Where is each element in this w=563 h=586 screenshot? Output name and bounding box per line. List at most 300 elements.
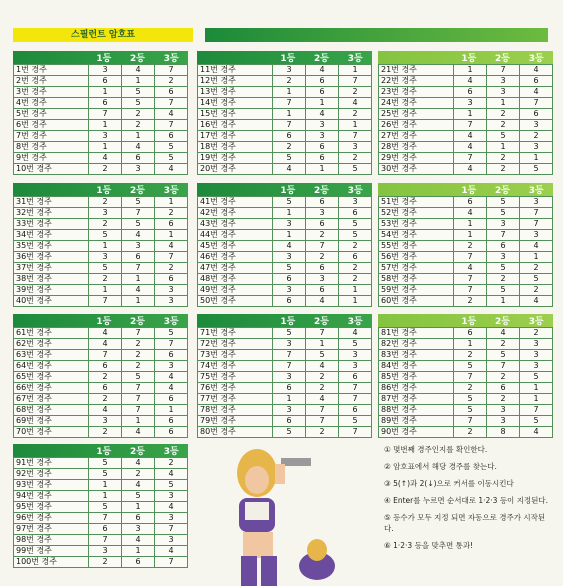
table-row [14, 142, 188, 153]
place-value: 2 [155, 263, 188, 274]
table-row [198, 87, 372, 98]
place-value: 7 [89, 535, 122, 546]
place-value: 1 [89, 480, 122, 491]
table-header [13, 51, 188, 64]
table-row [198, 339, 372, 350]
place-value: 2 [339, 241, 372, 252]
place-value: 3 [155, 285, 188, 296]
race-label: 54번 경주 [379, 230, 454, 241]
place-value: 2 [155, 76, 188, 87]
place-value: 7 [306, 416, 339, 427]
place-value: 1 [454, 339, 487, 350]
table-row [14, 546, 188, 557]
place-value: 1 [89, 120, 122, 131]
place-value: 4 [339, 98, 372, 109]
place-value: 3 [306, 274, 339, 285]
table-row [14, 339, 188, 350]
race-label: 17번 경주 [198, 131, 273, 142]
place-value: 4 [306, 296, 339, 307]
race-label: 64번 경주 [14, 361, 89, 372]
column-header: 1등 [280, 317, 296, 327]
race-label: 55번 경주 [379, 241, 454, 252]
place-value: 3 [339, 142, 372, 153]
place-value: 3 [273, 405, 306, 416]
place-value: 6 [306, 285, 339, 296]
table-row [198, 131, 372, 142]
column-header: 3등 [163, 54, 179, 64]
race-label: 91번 경주 [14, 458, 89, 469]
table-row [198, 120, 372, 131]
race-label: 52번 경주 [379, 208, 454, 219]
place-value: 2 [487, 339, 520, 350]
place-value: 6 [454, 197, 487, 208]
race-label: 50번 경주 [198, 296, 273, 307]
place-value: 7 [454, 274, 487, 285]
code-table [197, 327, 372, 438]
race-label: 89번 경주 [379, 416, 454, 427]
table-row [198, 208, 372, 219]
table-row [379, 65, 553, 76]
column-header: 3등 [528, 186, 544, 196]
table-header [13, 314, 188, 327]
place-value: 5 [487, 263, 520, 274]
place-value: 7 [454, 285, 487, 296]
place-value: 3 [89, 546, 122, 557]
race-label: 58번 경주 [379, 274, 454, 285]
place-value: 5 [339, 339, 372, 350]
race-label: 25번 경주 [379, 109, 454, 120]
place-value: 1 [306, 98, 339, 109]
code-table [13, 457, 188, 568]
place-value: 2 [520, 328, 553, 339]
place-value: 3 [306, 120, 339, 131]
table-row [198, 372, 372, 383]
table-row [379, 252, 553, 263]
race-label: 5번 경주 [14, 109, 89, 120]
table-row [379, 394, 553, 405]
race-label: 2번 경주 [14, 76, 89, 87]
place-value: 5 [273, 197, 306, 208]
place-value: 7 [487, 361, 520, 372]
place-value: 7 [454, 120, 487, 131]
place-value: 2 [273, 76, 306, 87]
place-value: 4 [89, 153, 122, 164]
code-table-2 [197, 51, 372, 175]
place-value: 3 [487, 87, 520, 98]
place-value: 5 [122, 197, 155, 208]
table-row [198, 263, 372, 274]
race-label: 21번 경주 [379, 65, 454, 76]
race-label: 90번 경주 [379, 427, 454, 438]
table-row [379, 219, 553, 230]
place-value: 2 [454, 350, 487, 361]
code-table-3 [378, 51, 553, 175]
place-value: 6 [122, 513, 155, 524]
race-label: 38번 경주 [14, 274, 89, 285]
place-value: 7 [339, 131, 372, 142]
place-value: 3 [155, 296, 188, 307]
race-label: 95번 경주 [14, 502, 89, 513]
race-label: 88번 경주 [379, 405, 454, 416]
table-row [379, 98, 553, 109]
place-value: 1 [273, 230, 306, 241]
race-label: 32번 경주 [14, 208, 89, 219]
place-value: 1 [122, 546, 155, 557]
table-row [198, 328, 372, 339]
place-value: 1 [306, 164, 339, 175]
place-value: 7 [520, 405, 553, 416]
place-value: 1 [454, 65, 487, 76]
place-value: 1 [273, 394, 306, 405]
race-label: 43번 경주 [198, 219, 273, 230]
place-value: 4 [89, 405, 122, 416]
race-label: 45번 경주 [198, 241, 273, 252]
place-value: 7 [339, 427, 372, 438]
place-value: 1 [122, 416, 155, 427]
place-value: 1 [487, 296, 520, 307]
place-value: 3 [487, 416, 520, 427]
table-row [14, 296, 188, 307]
table-row [14, 76, 188, 87]
race-label: 8번 경주 [14, 142, 89, 153]
place-value: 7 [155, 65, 188, 76]
code-table [13, 64, 188, 175]
place-value: 4 [454, 208, 487, 219]
code-table-4 [13, 183, 188, 307]
race-label: 51번 경주 [379, 197, 454, 208]
place-value: 3 [122, 524, 155, 535]
place-value: 3 [122, 241, 155, 252]
place-value: 3 [89, 416, 122, 427]
place-value: 7 [122, 394, 155, 405]
place-value: 7 [155, 524, 188, 535]
place-value: 2 [487, 274, 520, 285]
table-header [378, 314, 553, 327]
table-row [379, 350, 553, 361]
race-label: 66번 경주 [14, 383, 89, 394]
race-label: 67번 경주 [14, 394, 89, 405]
place-value: 2 [520, 263, 553, 274]
place-value: 1 [454, 109, 487, 120]
place-value: 1 [487, 142, 520, 153]
place-value: 7 [122, 328, 155, 339]
place-value: 7 [339, 383, 372, 394]
instruction-step: ⑤ 등수가 모두 지정 되면 자동으로 경주가 시작된다. [384, 513, 546, 533]
race-label: 84번 경주 [379, 361, 454, 372]
code-table-7 [13, 314, 188, 438]
place-value: 3 [89, 252, 122, 263]
code-table-9 [378, 314, 553, 438]
table-row [14, 120, 188, 131]
place-value: 2 [122, 120, 155, 131]
race-label: 9번 경주 [14, 153, 89, 164]
table-header [378, 51, 553, 64]
place-value: 6 [273, 131, 306, 142]
place-value: 5 [520, 274, 553, 285]
race-label: 44번 경주 [198, 230, 273, 241]
table-row [379, 427, 553, 438]
place-value: 6 [155, 87, 188, 98]
place-value: 2 [306, 230, 339, 241]
column-header: 2등 [495, 54, 510, 64]
column-header: 1등 [280, 54, 296, 64]
place-value: 7 [89, 109, 122, 120]
place-value: 4 [273, 241, 306, 252]
place-value: 6 [520, 76, 553, 87]
table-row [198, 197, 372, 208]
table-row [14, 394, 188, 405]
instruction-step: ④ Enter를 누르면 순서대로 1·2·3 등이 지정된다. [384, 496, 549, 505]
page-title: 스필런트 암호표 [13, 28, 193, 42]
table-row [198, 98, 372, 109]
race-label: 81번 경주 [379, 328, 454, 339]
place-value: 4 [89, 339, 122, 350]
place-value: 5 [273, 263, 306, 274]
race-label: 100번 경주 [14, 557, 89, 568]
place-value: 1 [155, 405, 188, 416]
race-label: 56번 경주 [379, 252, 454, 263]
place-value: 5 [273, 153, 306, 164]
race-label: 93번 경주 [14, 480, 89, 491]
place-value: 6 [273, 416, 306, 427]
race-label: 10번 경주 [14, 164, 89, 175]
place-value: 4 [520, 87, 553, 98]
place-value: 4 [520, 296, 553, 307]
place-value: 2 [122, 361, 155, 372]
place-value: 3 [273, 252, 306, 263]
place-value: 7 [155, 339, 188, 350]
place-value: 4 [122, 427, 155, 438]
place-value: 7 [339, 394, 372, 405]
race-label: 20번 경주 [198, 164, 273, 175]
place-value: 8 [487, 427, 520, 438]
code-table [378, 327, 553, 438]
place-value: 3 [273, 219, 306, 230]
place-value: 5 [454, 405, 487, 416]
place-value: 5 [155, 142, 188, 153]
table-row [14, 524, 188, 535]
code-table [197, 196, 372, 307]
race-label: 24번 경주 [379, 98, 454, 109]
code-table-5 [197, 183, 372, 307]
place-value: 3 [339, 197, 372, 208]
place-value: 1 [89, 87, 122, 98]
table-row [198, 416, 372, 427]
place-value: 7 [122, 208, 155, 219]
table-row [14, 557, 188, 568]
table-row [14, 131, 188, 142]
place-value: 2 [454, 241, 487, 252]
table-row [14, 274, 188, 285]
race-label: 36번 경주 [14, 252, 89, 263]
place-value: 5 [122, 219, 155, 230]
table-row [198, 350, 372, 361]
table-row [14, 405, 188, 416]
place-value: 3 [487, 76, 520, 87]
place-value: 3 [520, 142, 553, 153]
table-row [14, 208, 188, 219]
place-value: 3 [122, 164, 155, 175]
table-row [379, 208, 553, 219]
place-value: 6 [89, 76, 122, 87]
table-row [198, 405, 372, 416]
place-value: 5 [454, 361, 487, 372]
place-value: 5 [339, 230, 372, 241]
race-label: 41번 경주 [198, 197, 273, 208]
place-value: 2 [89, 557, 122, 568]
race-label: 19번 경주 [198, 153, 273, 164]
table-row [379, 109, 553, 120]
place-value: 4 [306, 394, 339, 405]
race-label: 33번 경주 [14, 219, 89, 230]
place-value: 7 [273, 361, 306, 372]
table-row [198, 109, 372, 120]
column-header: 1등 [461, 186, 477, 196]
place-value: 6 [454, 87, 487, 98]
race-label: 7번 경주 [14, 131, 89, 142]
place-value: 2 [487, 109, 520, 120]
table-row [14, 372, 188, 383]
place-value: 6 [122, 252, 155, 263]
race-label: 40번 경주 [14, 296, 89, 307]
column-header: 2등 [314, 186, 329, 196]
place-value: 6 [520, 109, 553, 120]
column-header: 1등 [96, 317, 112, 327]
place-value: 3 [339, 350, 372, 361]
place-value: 6 [155, 394, 188, 405]
table-row [379, 241, 553, 252]
place-value: 7 [122, 383, 155, 394]
race-label: 47번 경주 [198, 263, 273, 274]
place-value: 7 [155, 120, 188, 131]
table-row [14, 98, 188, 109]
place-value: 5 [487, 131, 520, 142]
race-label: 71번 경주 [198, 328, 273, 339]
place-value: 6 [155, 416, 188, 427]
race-label: 31번 경주 [14, 197, 89, 208]
table-row [379, 120, 553, 131]
place-value: 3 [487, 219, 520, 230]
place-value: 4 [122, 480, 155, 491]
code-table-6 [378, 183, 553, 307]
place-value: 6 [155, 131, 188, 142]
code-table-1 [13, 51, 188, 175]
place-value: 1 [122, 76, 155, 87]
place-value: 3 [487, 252, 520, 263]
table-row [14, 197, 188, 208]
place-value: 6 [339, 208, 372, 219]
race-label: 80번 경주 [198, 427, 273, 438]
place-value: 5 [122, 372, 155, 383]
table-row [379, 131, 553, 142]
race-label: 13번 경주 [198, 87, 273, 98]
place-value: 2 [454, 383, 487, 394]
place-value: 6 [122, 153, 155, 164]
column-header: 1등 [461, 54, 477, 64]
place-value: 4 [122, 285, 155, 296]
place-value: 5 [155, 328, 188, 339]
place-value: 6 [339, 405, 372, 416]
race-label: 63번 경주 [14, 350, 89, 361]
race-label: 46번 경주 [198, 252, 273, 263]
table-header [13, 183, 188, 196]
place-value: 5 [339, 416, 372, 427]
code-table [13, 196, 188, 307]
place-value: 5 [273, 328, 306, 339]
place-value: 1 [273, 208, 306, 219]
place-value: 2 [155, 458, 188, 469]
race-label: 35번 경주 [14, 241, 89, 252]
table-row [379, 197, 553, 208]
table-header [13, 444, 188, 457]
race-label: 6번 경주 [14, 120, 89, 131]
place-value: 4 [454, 76, 487, 87]
race-label: 99번 경주 [14, 546, 89, 557]
place-value: 2 [306, 383, 339, 394]
place-value: 1 [273, 109, 306, 120]
place-value: 4 [520, 427, 553, 438]
place-value: 1 [520, 252, 553, 263]
place-value: 2 [339, 153, 372, 164]
place-value: 2 [89, 394, 122, 405]
place-value: 4 [306, 65, 339, 76]
place-value: 5 [487, 197, 520, 208]
place-value: 2 [454, 296, 487, 307]
place-value: 6 [89, 524, 122, 535]
place-value: 7 [306, 241, 339, 252]
place-value: 4 [122, 458, 155, 469]
place-value: 1 [122, 502, 155, 513]
race-label: 4번 경주 [14, 98, 89, 109]
race-label: 76번 경주 [198, 383, 273, 394]
place-value: 2 [339, 274, 372, 285]
table-row [379, 285, 553, 296]
table-row [14, 427, 188, 438]
place-value: 1 [454, 219, 487, 230]
table-row [198, 285, 372, 296]
race-label: 60번 경주 [379, 296, 454, 307]
race-label: 27번 경주 [379, 131, 454, 142]
table-row [14, 513, 188, 524]
place-value: 7 [273, 350, 306, 361]
code-table [197, 64, 372, 175]
race-label: 30번 경주 [379, 164, 454, 175]
place-value: 4 [273, 164, 306, 175]
table-row [379, 274, 553, 285]
instruction-step: ① 몇번째 경주인지를 확인한다. [384, 445, 488, 454]
place-value: 1 [339, 120, 372, 131]
place-value: 6 [306, 197, 339, 208]
race-label: 28번 경주 [379, 142, 454, 153]
place-value: 5 [520, 164, 553, 175]
place-value: 2 [454, 427, 487, 438]
place-value: 2 [89, 197, 122, 208]
place-value: 6 [273, 296, 306, 307]
place-value: 7 [454, 416, 487, 427]
place-value: 2 [122, 339, 155, 350]
place-value: 3 [89, 208, 122, 219]
race-label: 96번 경주 [14, 513, 89, 524]
place-value: 4 [155, 241, 188, 252]
place-value: 5 [306, 350, 339, 361]
column-header: 3등 [163, 447, 179, 457]
table-row [379, 416, 553, 427]
place-value: 1 [306, 339, 339, 350]
table-row [379, 405, 553, 416]
place-value: 7 [306, 405, 339, 416]
place-value: 1 [122, 274, 155, 285]
place-value: 2 [487, 394, 520, 405]
